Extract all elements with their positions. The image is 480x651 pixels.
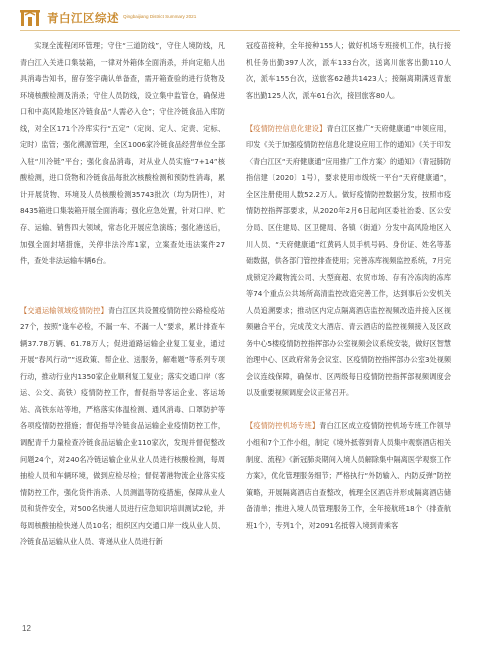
section-label-it: 【疫情防控信息化建设】: [246, 123, 327, 133]
section-body-it: 青白江区推广“天府健康通”申领应用，印发《关于加强疫情防控信息化建设应用工作的通知》《关于印发〈青白江区“天府健康通”应用推广工作方案〉的通知》（青冠肺防指信建〔2020〕1号），要求使用市级统一平台“天府健康通”，全区注册使用人数52.2万人。做好疫情防控数据分发，按照市疫情防控指挥部要求，从2020年2月6日起向区委社治委、区公安分局、区住建局、区卫健局、各镇（街道）分发中高风险地区入川人员、“天府健康通”红黄码人员手机号码、身份证、姓名等基础数据，供各部门管控排查使用；完善冻库视频监控系统，7月完成锁定冷藏物流公司、大型商超、农贸市场、存有冷冻肉的冻库等74个重点公共场所高清监控改造完善工作，达到事后公安机关人员追溯要求；推动区内定点隔离酒店监控视频改造并接入区视频融合平台，完成茂文大酒店、青云酒店的监控视频接入及区政务中心5楼疫情防控指挥部办公室视频会议系统安装，做好区智慧治理中心、区政府常务会议室、区疫情防控指挥部办公室3处视频会议连线保障，确保市、区两级每日疫情防控指挥部视频调度会以及重要视频调度会议正常召开。: [246, 123, 451, 398]
right-paragraph-2: [246, 121, 451, 402]
section-spacer: [246, 402, 451, 419]
gate-logo-icon: [20, 9, 40, 27]
right-column: [246, 38, 451, 534]
section-body-airport: 青白江区成立疫情防控机场专班工作领导小组和7个工作小组，制定《境外抵蓉到青人员集中观察酒店相关制度、流程》《新冠肺炎期间入境人员解除集中隔离医学观察工作方案》，优化管理服务细节；严格执行“外防输入、内防反弹”防控策略，开展隔离酒店自查整改，梳理全区酒店并形成隔离酒店储备清单；推进入境人员管理服务工作，全年接航班18个（排查航班1个），专列1个，对2091名抵蓉入境到青乘客: [246, 421, 451, 530]
left-paragraph-2: [20, 303, 225, 551]
header-title: 青白江区综述: [47, 11, 119, 25]
section-spacer: [246, 104, 451, 121]
right-paragraph-3: [246, 418, 451, 534]
right-paragraph-1: 冠疫苗接种，全年接种155人；做好机场专班接机工作，执行接机任务出勤397人次，派车133台次，送离川旅客出勤110人次，派车155台次，送旅客62趟共1423人；接隔离期满返青旅客出勤125人次，派车61台次，接回旅客80人。: [246, 41, 451, 100]
header-subtitle: Qingbaijiang District Summary 2021: [123, 14, 197, 19]
section-label-airport: 【疫情防控机场专班】: [246, 421, 320, 431]
page-header: [20, 7, 460, 29]
page-number: 12: [22, 624, 31, 633]
left-paragraph-1: 实现全流程闭环管理；守住“三道防线”，守住人境防线，凡青白江入关进口集装箱，一律对外箱体全面消杀，并向定船人出具消毒告知书，留存签字确认单备查，需开箱查验的进行货物及环境核酸检测及消杀；守住人员防线，设立集中监管仓，确保进口和中高风险地区冷链食品“人需必入仓”；守住冷链食品入库防线，对全区171个冷库实行“五定”（定岗、定人、定责、定标、定时）监管；强化溯源管理，全区1006家冷链食品经营单位全部入驻“川冷链”平台；强化食品消毒，对从业人员实施“7+14”核酸检测，进口货物和冷链食品每批次核酸检测和预防性消毒，累计开展货物、环境及人员核酸检测35743批次（均为阴性），对8435箱进口集装箱开展全面消毒；强化应急处置，针对口岸、贮存、运输、销售四大领域，常态化开展应急演练；强化港送后，加强全面封堵措施，关停非法冷库1家，立案查处违法案件27件，查处非法运输车辆6台。: [20, 41, 225, 266]
section-spacer: [20, 270, 225, 303]
section-body-transport: 青白江区共设置疫情防控公路检疫站27个，按照“逢车必检，不漏一车、不漏一人”要求，累计排查车辆37.78万辆、61.78万人；促进道路运输企业复工复业，通过开展“春风行动”“返政策、帮企业、送服务，解难题”等系列专项行动，推动行业内1350家企业顺利复工复业；落实交通口岸（客运、公交、高铁）疫情防控工作，督促指导客运企业、客运场站、高铁东站等地，严格落实体温检测、通风消毒、口罩防护等各项疫情防控措施；督促指导冷链食品运输企业疫情防控工作，调配青千力量检查冷链食品运输企业110家次，发现并督促整改问题24个，对240名冷链运输企业从业人员进行核酸检测，每周抽检人员和车辆环境，做到应检尽检；督促著港物流企业落实疫情防控工作，强化货件消杀、人员测温等防疫措施，保障从业人员和货件安全，对500名快递人员进行应急知识培训测试2轮，并每周核酸抽检快递人员10名；组织区内交通口岸一线从业人员、冷链食品运输从业人员、寄递从业人员进行新: [20, 305, 225, 547]
section-label-transport: 【交通运输领域疫情防控】: [20, 305, 108, 315]
left-column: [20, 38, 225, 551]
header-divider: [20, 30, 460, 31]
